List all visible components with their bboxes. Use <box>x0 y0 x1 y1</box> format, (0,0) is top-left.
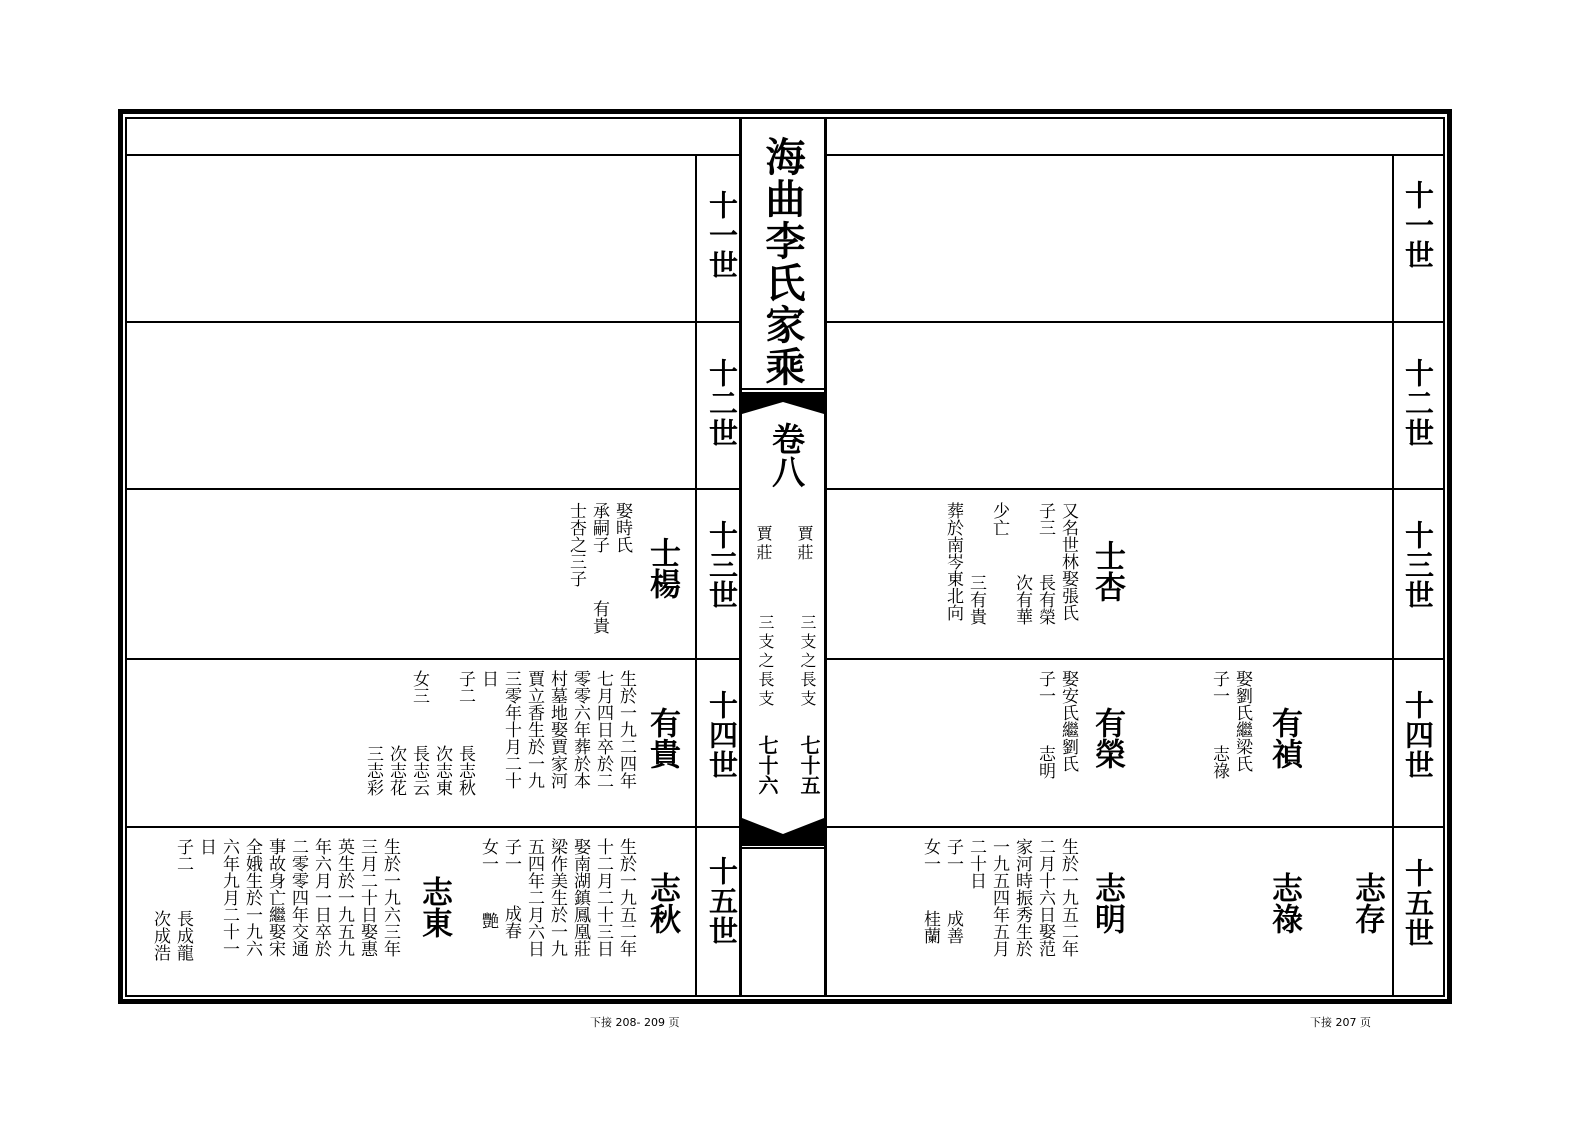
right-row-line <box>827 321 1443 323</box>
you-gui-line: 日 <box>478 670 498 687</box>
you-gui-son: 長志秋 <box>455 745 475 796</box>
right-gen-15: 十五世 <box>1401 858 1435 948</box>
shi-yang-line: 娶時氏 <box>612 502 632 553</box>
zhi-qiu-line: 生於一九五二年 <box>616 838 636 957</box>
shi-xing-son: 三有貴 <box>966 574 986 625</box>
name-zhi-cun: 志存 <box>1349 872 1385 934</box>
right-gen-12: 十二世 <box>1401 358 1435 448</box>
left-gen-15: 十五世 <box>705 856 739 946</box>
you-gui-daughter: 三志彩 <box>363 745 383 796</box>
spine-right-border <box>824 117 827 997</box>
right-gen-14: 十四世 <box>1401 690 1435 780</box>
right-gen-13: 十三世 <box>1401 520 1435 610</box>
spine-branch-left: 三支之長支 <box>756 614 775 709</box>
zhi-qiu-daughters-label: 女一 <box>478 838 498 872</box>
shi-xing-note: 少亡 <box>989 502 1009 536</box>
shi-xing-line: 又名世林娶張氏 <box>1058 502 1078 621</box>
name-zhi-qiu: 志秋 <box>644 872 680 934</box>
left-gen-13: 十三世 <box>705 520 739 610</box>
you-gui-son: 次志東 <box>432 745 452 796</box>
zhi-dong-line: 六年九月二十一 <box>219 838 239 957</box>
footer-right-continue: 下接 207 页 <box>1310 1016 1371 1029</box>
right-gen-column-line <box>1392 154 1394 997</box>
zhi-dong-line: 年六月一日卒於 <box>311 838 331 957</box>
zhi-ming-line: 家河時振秀生於 <box>1012 838 1032 957</box>
zhi-dong-sons-label: 子二 <box>173 838 193 872</box>
you-rong-sons-label: 子一 <box>1035 670 1055 704</box>
zhi-qiu-line: 娶南湖鎮鳳凰莊 <box>570 838 590 957</box>
volume-label: 卷八 <box>767 422 806 488</box>
zhi-dong-line: 生於一九六三年 <box>380 838 400 957</box>
zhi-dong-line: 英生於一九五九 <box>334 838 354 957</box>
zhi-ming-line: 一九五四年五月 <box>989 838 1009 957</box>
left-row-line <box>127 321 739 323</box>
left-gen-11: 十一世 <box>705 190 739 280</box>
you-zhen-sons-label: 子一 <box>1209 670 1229 704</box>
zhi-qiu-sons-label: 子一 <box>501 838 521 872</box>
spine-place-right: 賈莊 <box>795 525 814 563</box>
zhi-ming-line: 二月十六日娶范 <box>1035 838 1055 957</box>
shi-yang-line: 承嗣子 <box>589 502 609 553</box>
shi-yang-line: 士杏之三子 <box>566 502 586 587</box>
zhi-ming-line: 二十日 <box>966 838 986 889</box>
you-gui-line: 生於一九二四年 <box>616 670 636 789</box>
you-gui-line: 零零六年葬於本 <box>570 670 590 789</box>
you-gui-line: 三零年十月二十 <box>501 670 521 789</box>
name-zhi-lu: 志祿 <box>1266 872 1302 934</box>
book-title: 海曲李氏家乘 <box>759 136 806 388</box>
zhi-dong-line: 事故身亡繼娶宋 <box>265 838 285 957</box>
you-zhen-son: 志祿 <box>1209 745 1229 779</box>
zhi-qiu-line: 十二月二十三日 <box>593 838 613 957</box>
you-gui-line: 村墓地娶賈家河 <box>547 670 567 789</box>
zhi-dong-line: 三月二十日娶惠 <box>357 838 377 957</box>
zhi-ming-son: 成善 <box>943 910 963 944</box>
zhi-ming-daughters-label: 女一 <box>920 838 940 872</box>
zhi-dong-line: 日 <box>196 838 216 855</box>
left-row-line <box>127 658 739 660</box>
name-zhi-dong: 志東 <box>416 876 452 938</box>
shi-yang-son: 有貴 <box>589 600 609 634</box>
you-gui-sons-label: 子二 <box>455 670 475 704</box>
right-header-line <box>827 154 1443 156</box>
right-row-line <box>827 488 1443 490</box>
right-row-line <box>827 826 1443 828</box>
zhi-dong-son: 次成浩 <box>150 910 170 961</box>
name-zhi-ming: 志明 <box>1089 872 1125 934</box>
spine-divider <box>742 388 824 390</box>
zhi-ming-sons-label: 子一 <box>943 838 963 872</box>
you-gui-line: 賈立香生於一九 <box>524 670 544 789</box>
shi-xing-sons-label: 子三 <box>1035 502 1055 536</box>
left-gen-12: 十二世 <box>705 358 739 448</box>
left-gen-column-line <box>695 154 697 997</box>
footer-left-continue: 下接 208- 209 页 <box>590 1016 680 1029</box>
right-gen-11: 十一世 <box>1401 180 1435 270</box>
right-row-line <box>827 658 1443 660</box>
zhi-qiu-line: 五四年二月六日 <box>524 838 544 957</box>
shi-xing-son: 長有榮 <box>1035 574 1055 625</box>
zhi-qiu-line: 梁作美生於一九 <box>547 838 567 957</box>
spine-bottom-banner <box>742 818 824 850</box>
name-you-rong: 有榮 <box>1089 707 1125 769</box>
name-you-zhen: 有禎 <box>1266 707 1302 769</box>
zhi-qiu-son: 成春 <box>501 905 521 939</box>
shi-xing-note: 葬於南岑東北向 <box>943 502 963 621</box>
spine-top-banner <box>742 392 824 416</box>
zhi-dong-son: 長成龍 <box>173 910 193 961</box>
zhi-dong-line: 二零零四年交通 <box>288 838 308 957</box>
name-shi-yang: 士楊 <box>644 537 680 599</box>
name-shi-xing: 士杏 <box>1089 540 1125 602</box>
left-header-line <box>127 154 739 156</box>
you-rong-son: 志明 <box>1035 745 1055 779</box>
you-gui-line: 七月四日卒於二 <box>593 670 613 789</box>
you-gui-daughter: 次志花 <box>386 745 406 796</box>
shi-xing-son: 次有華 <box>1012 574 1032 625</box>
you-gui-daughter: 長志云 <box>409 745 429 796</box>
left-row-line <box>127 826 739 828</box>
zhi-dong-line: 全娥生於一九六 <box>242 838 262 957</box>
zhi-qiu-daughter: 艷 <box>478 912 498 929</box>
spine-gen-no-right: 七十五 <box>797 735 821 795</box>
you-zhen-line: 娶劉氏繼梁氏 <box>1232 670 1252 772</box>
left-row-line <box>127 488 739 490</box>
left-gen-14: 十四世 <box>705 690 739 780</box>
zhi-ming-line: 生於一九五二年 <box>1058 838 1078 957</box>
spine-place-left: 賈莊 <box>754 525 773 563</box>
spine-gen-no-left: 七十六 <box>755 735 779 795</box>
spine-branch-right: 三支之長支 <box>798 614 817 709</box>
zhi-ming-daughter: 桂蘭 <box>920 910 940 944</box>
you-rong-line: 娶安氏繼劉氏 <box>1058 670 1078 772</box>
you-gui-daughters-label: 女三 <box>409 670 429 704</box>
name-you-gui: 有貴 <box>644 707 680 769</box>
